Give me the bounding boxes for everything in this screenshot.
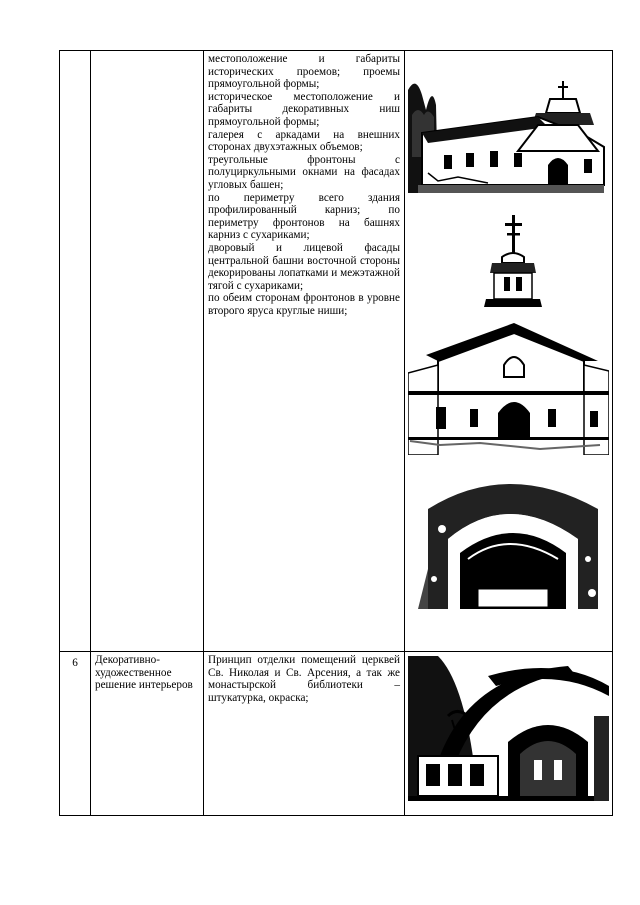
row-number: 6 <box>60 652 91 816</box>
element-name <box>91 51 204 652</box>
description-cell <box>204 51 405 652</box>
photo-arch-passage <box>408 469 609 609</box>
table-row <box>60 51 613 652</box>
description-paragraph: местоположение и габариты исторических проемов; проемы прямоугольной формы; <box>208 53 400 91</box>
photo-central-tower <box>408 215 609 455</box>
description-paragraph: треугольные фронтоны с полуциркульными окнами на фасадах угловых башен; <box>208 153 400 191</box>
photo-corner-tower <box>408 55 609 193</box>
photo-cell <box>405 51 613 652</box>
photo-interior-vault <box>408 656 609 801</box>
description-paragraph: историческое местоположение и габариты декоративных ниш прямоугольной формы; <box>208 90 400 128</box>
table-row <box>60 652 613 816</box>
description-paragraph: галерея с аркадами на внешних сторонах двухэтажных объемов; <box>208 128 400 154</box>
photo-cell <box>405 652 613 816</box>
description-paragraph: по периметру всего здания профилированный карниз; по периметру фронтонов на башнях карниз с сухариками; <box>208 191 400 242</box>
description-cell <box>204 652 405 816</box>
description-paragraph: дворовый и лицевой фасады центральной башни восточной стороны декорированы лопатками и межэтажной тягой с сухариками; <box>208 241 400 292</box>
description-paragraph: Принцип отделки помещений церквей Св. Николая и Св. Арсения, а так же монастырской библиотеки – штукатурка, окраска; <box>208 654 400 704</box>
description-paragraph: по обеим сторонам фронтонов в уровне второго яруса круглые ниши; <box>208 292 400 317</box>
monument-table <box>59 50 613 816</box>
row-number <box>60 51 91 652</box>
element-name: Декоративно-художественное решение интерьеров <box>91 652 204 816</box>
